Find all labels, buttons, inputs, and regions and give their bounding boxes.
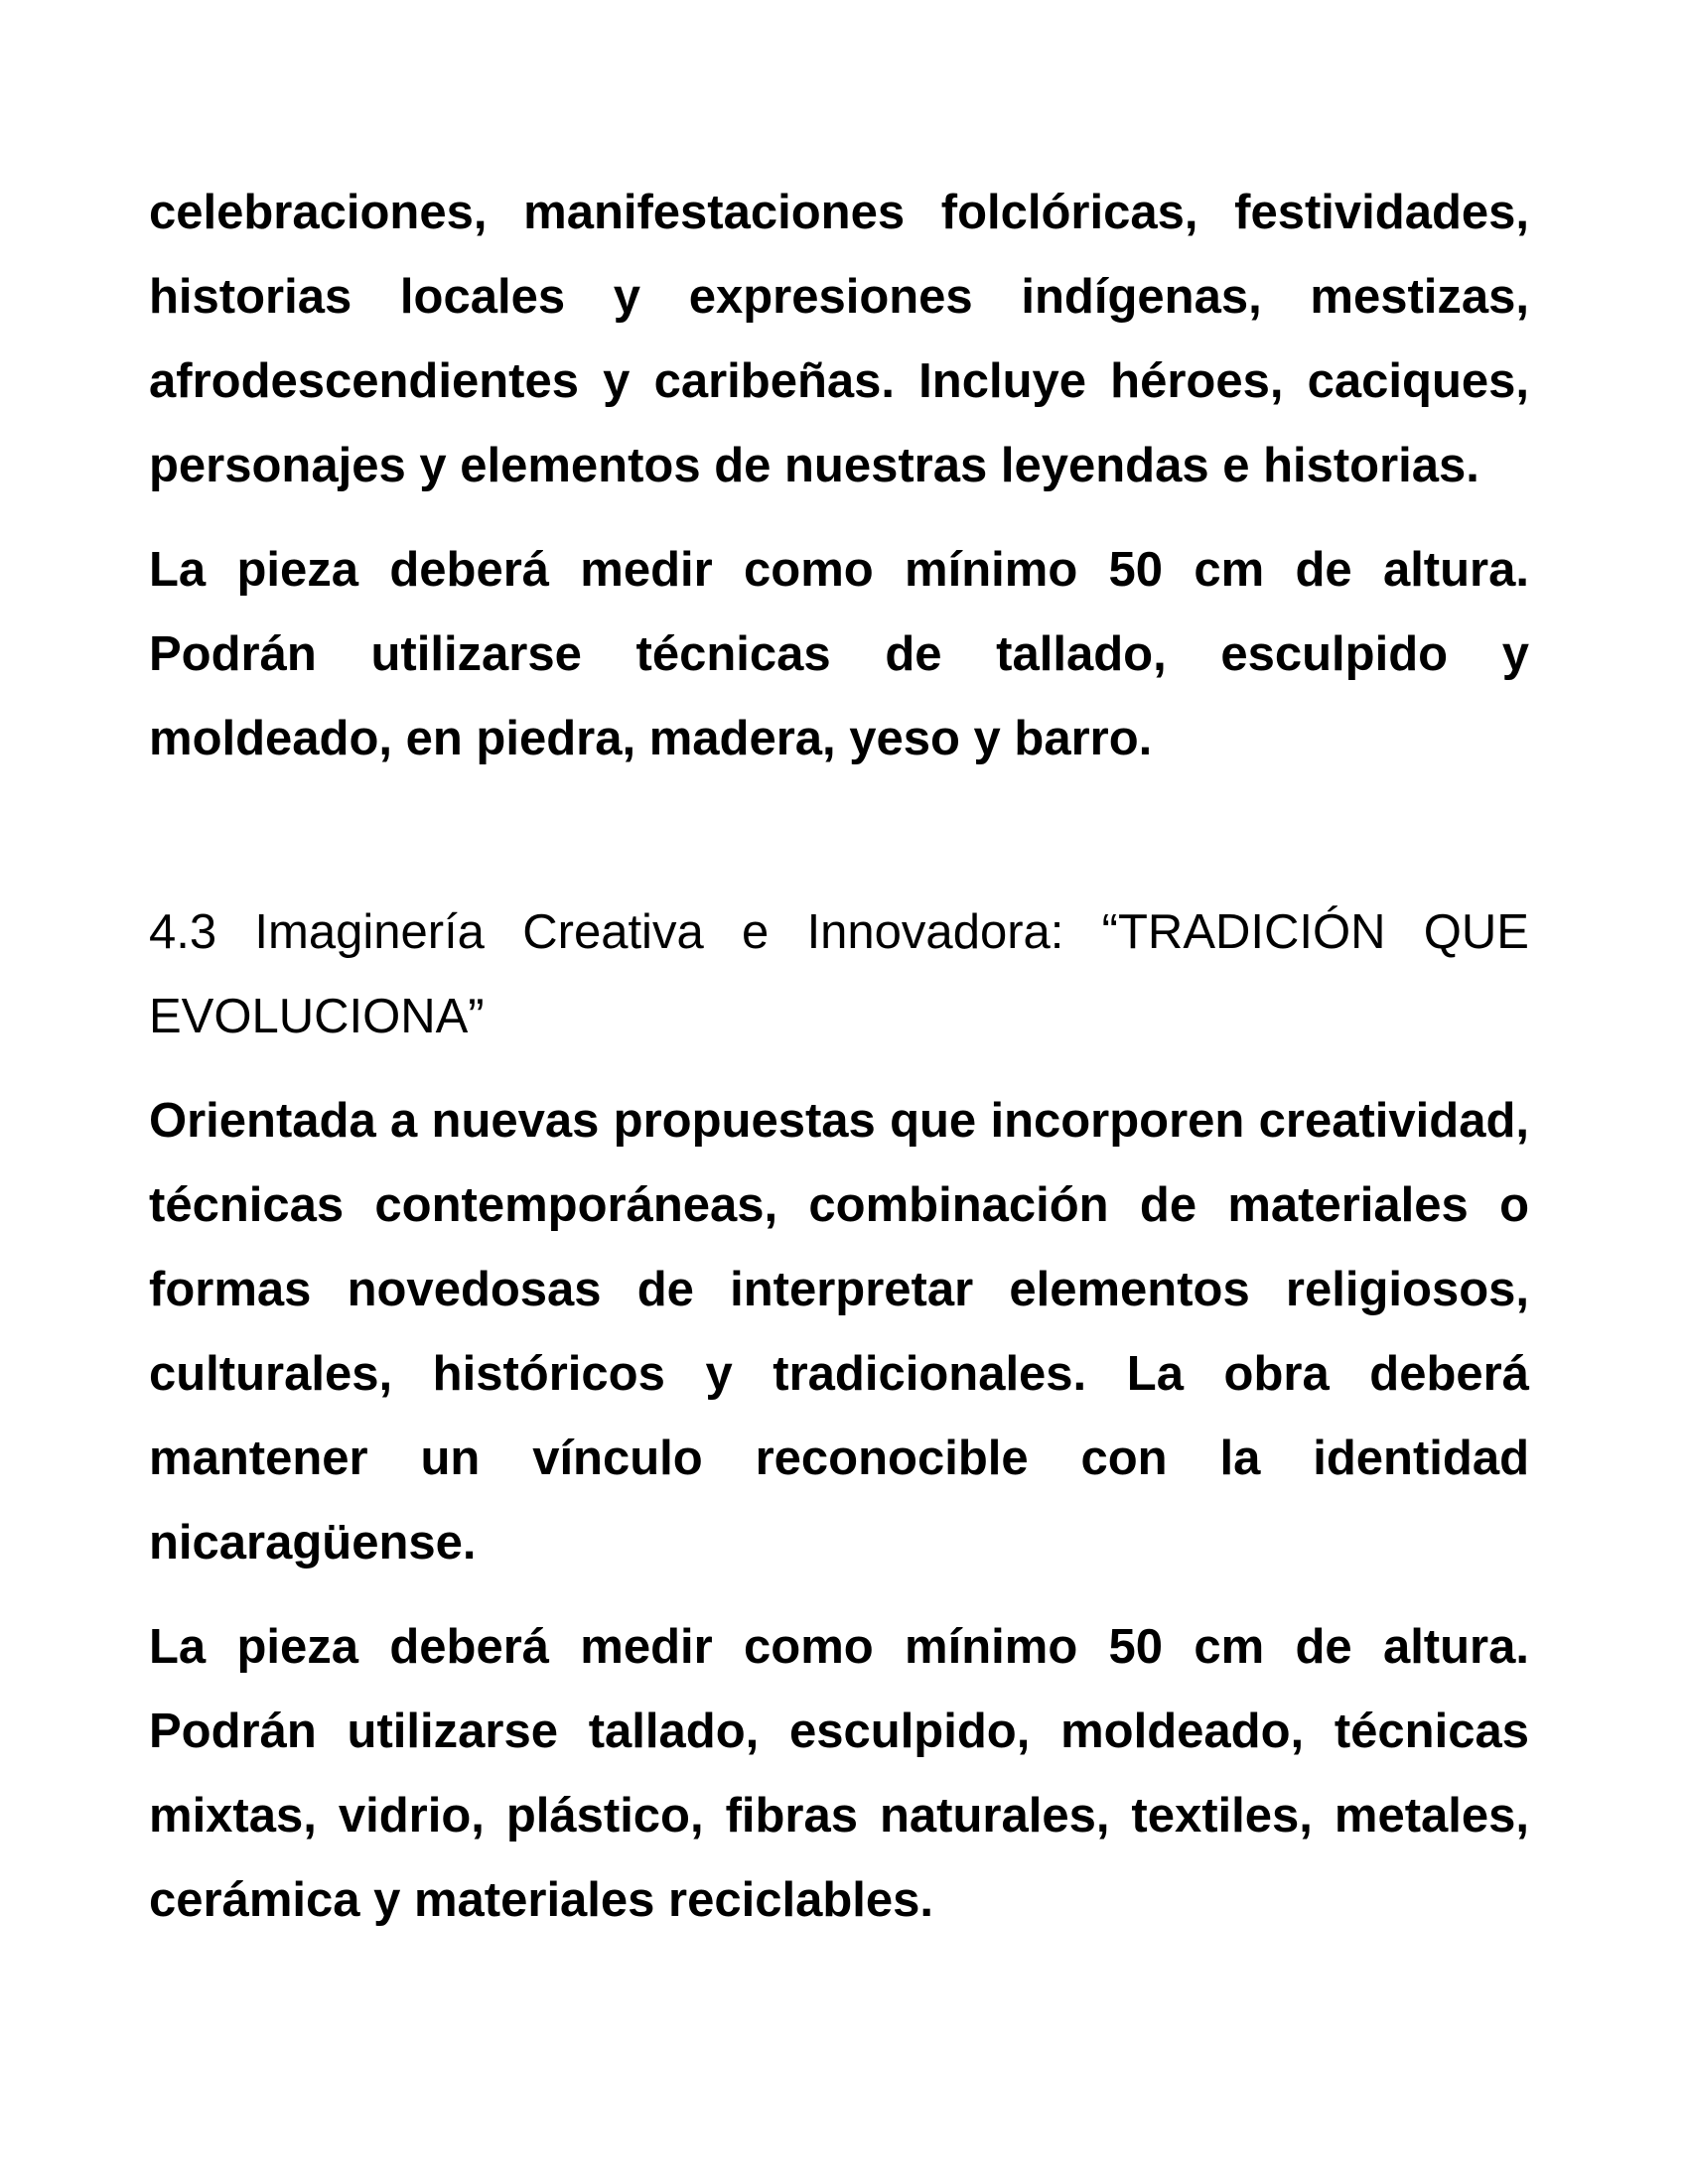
paragraph-pieza-medidas-innovadora: La pieza deberá medir como mínimo 50 cm de altura. Podrán utilizarse tallado, esculpido, moldeado, técnicas mixtas, vidrio, plástico, fibras naturales, textiles, metales, cerámica y materiales reciclables. (149, 1620, 1529, 1927)
document-page (149, 171, 1529, 1943)
paragraph-orientada-nuevas-propuestas: Orientada a nuevas propuestas que incorporen creatividad, técnicas contemporáneas, combinación de materiales o formas novedosas de interpretar elementos religiosos, culturales, históricos y tradicionales. La obra deberá mantener un vínculo reconocible con la identidad nicaragüense. (149, 1094, 1529, 1570)
paragraph-celebraciones: celebraciones, manifestaciones folclóricas, festividades, historias locales y expresiones indígenas, mestizas, afrodescendientes y caribeñas. Incluye héroes, caciques, personajes y elementos de nuestras leyendas e historias. (149, 186, 1529, 492)
section-heading-imagineria-creativa: 4.3 Imaginería Creativa e Innovadora: “TRADICIÓN QUE EVOLUCIONA” (149, 905, 1529, 1043)
paragraph-pieza-medidas-tradicional: La pieza deberá medir como mínimo 50 cm de altura. Podrán utilizarse técnicas de tallado, esculpido y moldeado, en piedra, madera, yeso y barro. (149, 543, 1529, 765)
